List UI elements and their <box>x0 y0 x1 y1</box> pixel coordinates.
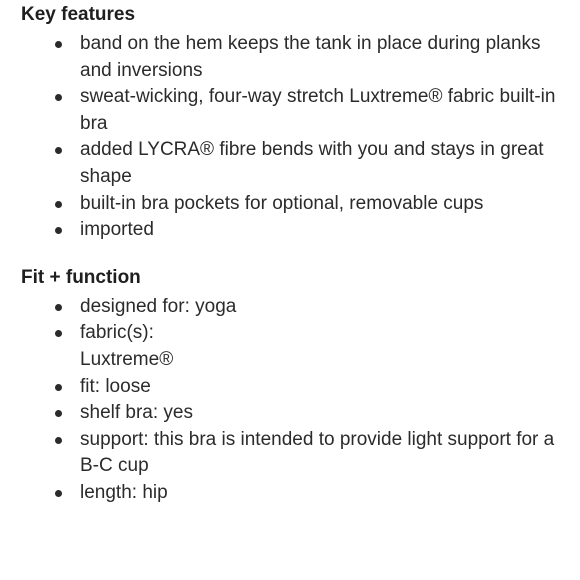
bullet-icon <box>55 437 62 444</box>
fit-function-title: Fit + function <box>21 266 141 288</box>
fit-function-list <box>21 294 561 507</box>
list-item-text: fit: loose <box>80 375 151 397</box>
bullet-icon <box>55 201 62 208</box>
list-item <box>21 320 561 373</box>
key-features-section <box>21 3 561 244</box>
key-features-title: Key features <box>21 4 136 25</box>
product-details <box>21 3 561 507</box>
list-item <box>21 191 561 218</box>
bullet-icon <box>55 94 62 101</box>
list-item-text: sweat-wicking, four-way stretch Luxtreme® fabric built-in bra <box>80 86 556 134</box>
list-item <box>21 400 561 427</box>
list-item-text: imported <box>80 219 154 241</box>
list-item <box>21 31 561 84</box>
list-item-text: added LYCRA® fibre bends with you and stays in great shape <box>80 139 544 187</box>
list-item <box>21 137 561 190</box>
list-item <box>21 374 561 401</box>
fabric-value: Luxtreme® <box>80 348 174 370</box>
list-item <box>21 294 561 321</box>
bullet-icon <box>55 41 62 48</box>
list-item-text: band on the hem keeps the tank in place during planks and inversions <box>80 33 541 81</box>
bullet-icon <box>55 147 62 154</box>
bullet-icon <box>55 227 62 234</box>
bullet-icon <box>55 330 62 337</box>
list-item-text: length: hip <box>80 481 168 503</box>
bullet-icon <box>55 304 62 311</box>
bullet-icon <box>55 410 62 417</box>
key-features-list <box>21 31 561 244</box>
list-item <box>21 84 561 137</box>
list-item-text: built-in bra pockets for optional, removable cups <box>80 192 484 214</box>
fit-function-section <box>21 266 561 507</box>
list-item-text: designed for: yoga <box>80 295 237 317</box>
list-item-text: shelf bra: yes <box>80 402 193 424</box>
bullet-icon <box>55 490 62 497</box>
list-item-text: fabric(s): <box>80 322 154 344</box>
list-item <box>21 480 561 507</box>
list-item-text: support: this bra is intended to provide light support for a B-C cup <box>80 428 555 477</box>
list-item <box>21 427 561 480</box>
list-item <box>21 217 561 244</box>
bullet-icon <box>55 384 62 391</box>
